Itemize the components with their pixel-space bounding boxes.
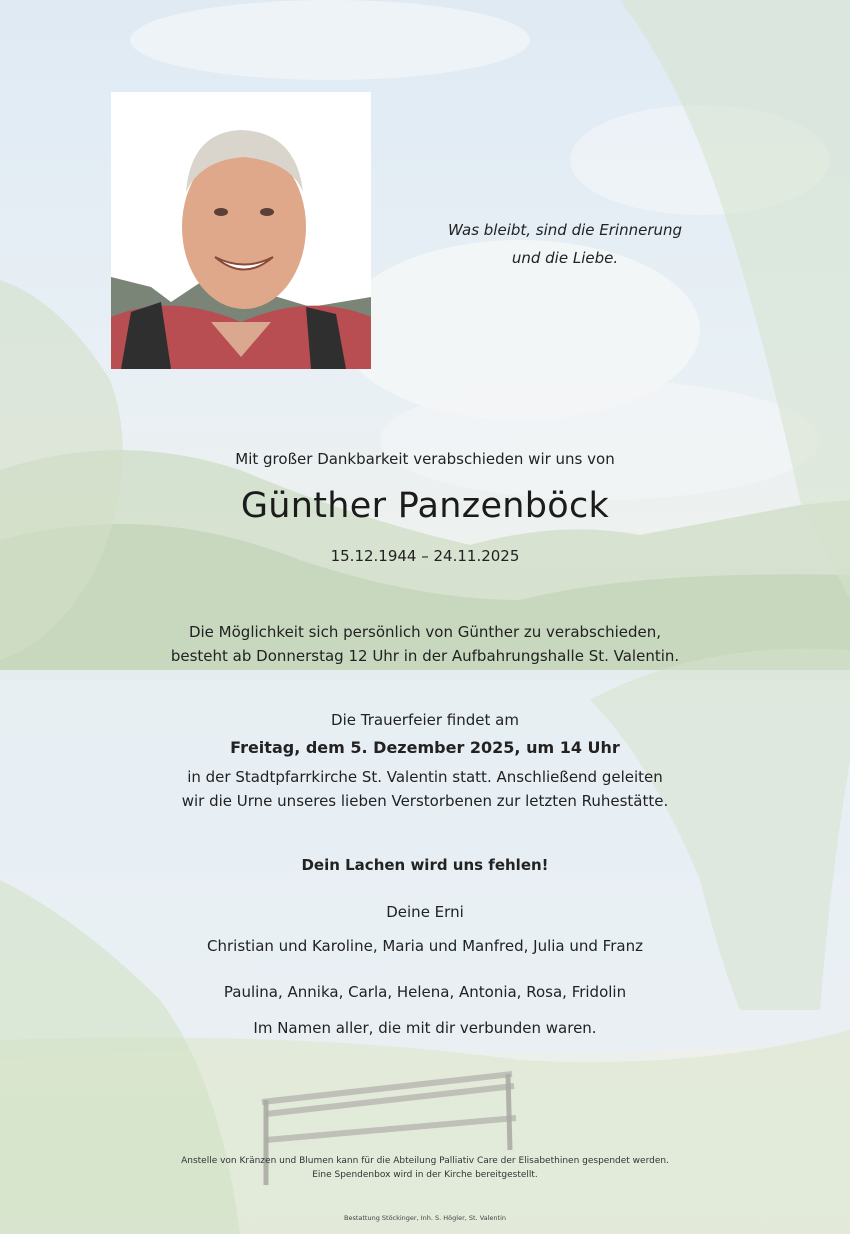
quote-line-2: und die Liebe.: [511, 249, 619, 267]
ceremony-intro: Die Trauerfeier findet am: [331, 711, 519, 729]
mourner-wife: Deine Erni: [386, 903, 464, 921]
quote-line-1: Was bleibt, sind die Erinnerung: [447, 221, 683, 239]
deceased-name: Günther Panzenböck: [240, 486, 610, 526]
visitation-info: [0, 620, 850, 668]
mourner-children: Christian und Karoline, Maria und Manfred, Julia und Franz: [207, 937, 643, 955]
donation-line-2: Eine Spendenbox wird in der Kirche bereitgestellt.: [312, 1170, 538, 1180]
memorial-quote: [400, 216, 730, 272]
ceremony-details: [0, 765, 850, 813]
funeral-home: Bestattung Stöckinger, Inh. S. Högler, St. Valentin: [343, 1214, 507, 1222]
life-dates: 15.12.1944 – 24.11.2025: [330, 547, 520, 565]
ceremony-line-3: in der Stadtpfarrkirche St. Valentin statt. Anschließend geleiten: [187, 768, 663, 786]
donation-note: [0, 1154, 850, 1182]
visitation-line-1: Die Möglichkeit sich persönlich von Günther zu verabschieden,: [188, 623, 662, 641]
portrait-photo: [111, 92, 371, 369]
intro-text: Mit großer Dankbarkeit verabschieden wir uns von: [235, 450, 615, 468]
mourner-all: Im Namen aller, die mit dir verbunden waren.: [253, 1019, 597, 1037]
donation-line-1: Anstelle von Kränzen und Blumen kann für die Abteilung Palliativ Care der Elisabethinen gespendet werden.: [181, 1156, 669, 1166]
farewell-line: Dein Lachen wird uns fehlen!: [301, 856, 549, 874]
ceremony-line-4: wir die Urne unseres lieben Verstorbenen zur letzten Ruhestätte.: [181, 792, 669, 810]
visitation-line-2: besteht ab Donnerstag 12 Uhr in der Aufbahrungshalle St. Valentin.: [170, 647, 680, 665]
ceremony-date: Freitag, dem 5. Dezember 2025, um 14 Uhr: [230, 738, 620, 757]
mourner-grandchildren: Paulina, Annika, Carla, Helena, Antonia, Rosa, Fridolin: [223, 983, 627, 1001]
